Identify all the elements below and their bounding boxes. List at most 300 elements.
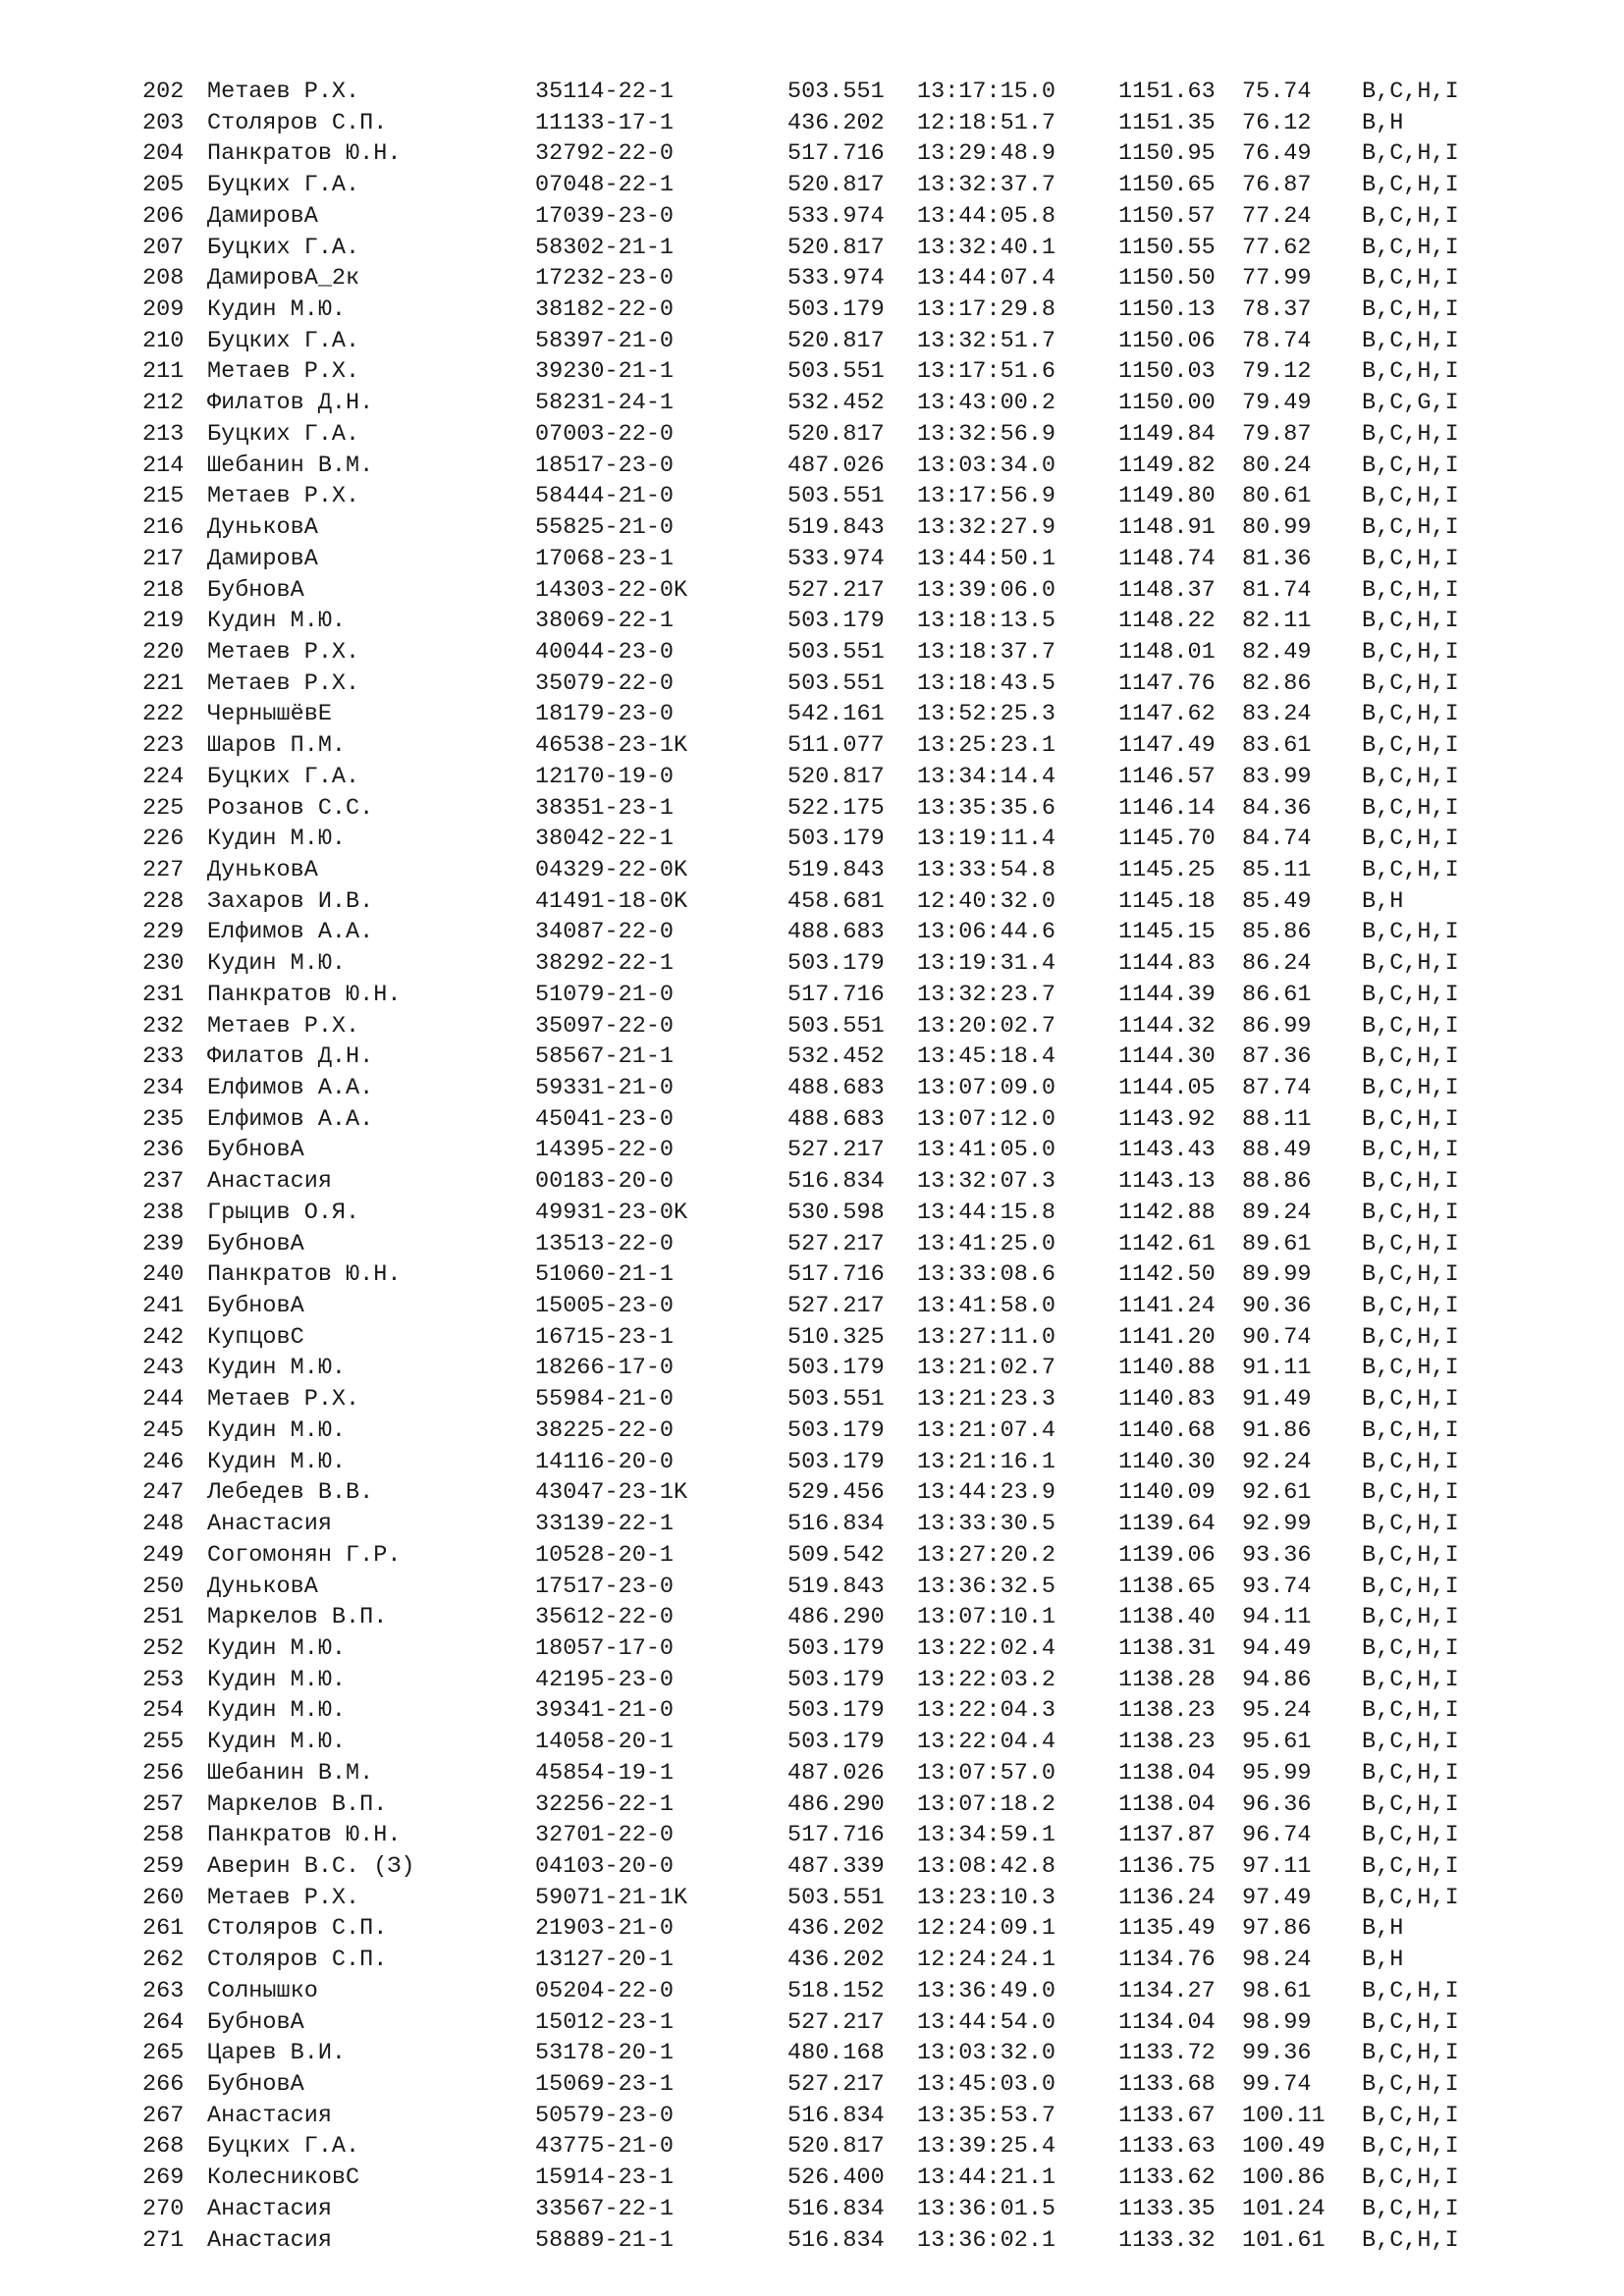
- row-number: 214: [142, 452, 185, 479]
- coefficient: 82.86: [1242, 669, 1312, 697]
- row-number: 242: [142, 1323, 185, 1351]
- classes: B,C,H,I: [1362, 2133, 1459, 2161]
- coefficient: 80.99: [1242, 514, 1312, 542]
- table-row: [142, 1509, 1517, 1540]
- table-row: [142, 108, 1517, 139]
- speed: 1146.14: [1118, 794, 1216, 822]
- ring-number: 35612-22-0: [535, 1604, 675, 1631]
- table-row: [142, 1384, 1517, 1415]
- table-row: [142, 233, 1517, 264]
- ring-number: 58444-21-0: [535, 483, 675, 510]
- distance: 520.817: [787, 327, 885, 354]
- row-number: 237: [142, 1168, 185, 1196]
- ring-number: 43775-21-0: [535, 2133, 675, 2161]
- coefficient: 77.24: [1242, 202, 1312, 230]
- coefficient: 83.99: [1242, 763, 1312, 790]
- coefficient: 81.36: [1242, 545, 1312, 572]
- table-row: [142, 1011, 1517, 1042]
- speed: 1138.40: [1118, 1604, 1216, 1631]
- coefficient: 79.87: [1242, 420, 1312, 448]
- distance: 487.026: [787, 1759, 885, 1787]
- participant-name: ДуньковА: [207, 856, 318, 883]
- coefficient: 78.37: [1242, 296, 1312, 324]
- row-number: 212: [142, 390, 185, 417]
- arrival-time: 13:36:32.5: [917, 1573, 1056, 1600]
- table-row: [142, 917, 1517, 948]
- row-number: 203: [142, 109, 185, 136]
- ring-number: 17068-23-1: [535, 545, 675, 572]
- coefficient: 94.86: [1242, 1666, 1312, 1693]
- classes: B,H: [1362, 887, 1404, 915]
- ring-number: 40044-23-0: [535, 638, 675, 666]
- row-number: 254: [142, 1697, 185, 1725]
- ring-number: 51060-21-1: [535, 1261, 675, 1289]
- speed: 1142.50: [1118, 1261, 1216, 1289]
- row-number: 210: [142, 327, 185, 354]
- classes: B,C,H,I: [1362, 2226, 1459, 2254]
- table-row: [142, 1913, 1517, 1945]
- arrival-time: 13:34:59.1: [917, 1822, 1056, 1849]
- table-row: [142, 606, 1517, 637]
- distance: 516.834: [787, 1511, 885, 1538]
- row-number: 211: [142, 358, 185, 386]
- row-number: 232: [142, 1012, 185, 1040]
- arrival-time: 13:22:02.4: [917, 1634, 1056, 1662]
- ring-number: 38292-22-1: [535, 950, 675, 978]
- speed: 1138.23: [1118, 1697, 1216, 1725]
- row-number: 215: [142, 483, 185, 510]
- coefficient: 86.61: [1242, 981, 1312, 1008]
- participant-name: БубновА: [207, 1293, 304, 1320]
- arrival-time: 13:33:54.8: [917, 856, 1056, 883]
- participant-name: Метаев Р.Х.: [207, 669, 360, 697]
- table-row: [142, 1633, 1517, 1665]
- distance: 503.551: [787, 79, 885, 105]
- ring-number: 35079-22-0: [535, 669, 675, 697]
- row-number: 247: [142, 1479, 185, 1507]
- table-row: [142, 2225, 1517, 2257]
- ring-number: 49931-23-0K: [535, 1199, 688, 1226]
- arrival-time: 13:29:48.9: [917, 140, 1056, 168]
- ring-number: 18517-23-0: [535, 452, 675, 479]
- classes: B,C,H,I: [1362, 576, 1459, 604]
- distance: 503.551: [787, 358, 885, 386]
- arrival-time: 13:44:54.0: [917, 2008, 1056, 2036]
- speed: 1142.88: [1118, 1199, 1216, 1226]
- distance: 511.077: [787, 732, 885, 760]
- distance: 520.817: [787, 172, 885, 199]
- ring-number: 04329-22-0K: [535, 856, 688, 883]
- ring-number: 07048-22-1: [535, 172, 675, 199]
- speed: 1149.82: [1118, 452, 1216, 479]
- arrival-time: 13:08:42.8: [917, 1852, 1056, 1880]
- coefficient: 101.61: [1242, 2226, 1326, 2254]
- distance: 503.179: [787, 1355, 885, 1382]
- arrival-time: 13:44:23.9: [917, 1479, 1056, 1507]
- speed: 1145.15: [1118, 919, 1216, 946]
- table-row: [142, 1758, 1517, 1789]
- classes: B,C,H,I: [1362, 826, 1459, 853]
- coefficient: 92.61: [1242, 1479, 1312, 1507]
- ring-number: 13513-22-0: [535, 1230, 675, 1257]
- classes: B,H: [1362, 1915, 1404, 1943]
- participant-name: Шебанин В.М.: [207, 1759, 374, 1787]
- speed: 1140.68: [1118, 1416, 1216, 1444]
- row-number: 271: [142, 2226, 185, 2254]
- arrival-time: 13:33:08.6: [917, 1261, 1056, 1289]
- classes: B,C,H,I: [1362, 296, 1459, 324]
- arrival-time: 13:07:57.0: [917, 1759, 1056, 1787]
- distance: 532.452: [787, 390, 885, 417]
- table-row: [142, 1851, 1517, 1883]
- classes: B,C,H,I: [1362, 950, 1459, 978]
- participant-name: БубновА: [207, 1230, 304, 1257]
- participant-name: Метаев Р.Х.: [207, 79, 360, 105]
- arrival-time: 13:22:04.4: [917, 1729, 1056, 1756]
- arrival-time: 13:06:44.6: [917, 919, 1056, 946]
- speed: 1150.50: [1118, 265, 1216, 293]
- coefficient: 76.49: [1242, 140, 1312, 168]
- classes: B,C,H,I: [1362, 2164, 1459, 2192]
- row-number: 238: [142, 1199, 185, 1226]
- participant-name: Лебедев В.В.: [207, 1479, 374, 1507]
- distance: 532.452: [787, 1043, 885, 1071]
- table-row: [142, 512, 1517, 544]
- ring-number: 34087-22-0: [535, 919, 675, 946]
- ring-number: 32792-22-0: [535, 140, 675, 168]
- table-row: [142, 1073, 1517, 1104]
- arrival-time: 13:45:18.4: [917, 1043, 1056, 1071]
- participant-name: Кудин М.Ю.: [207, 1416, 347, 1444]
- distance: 529.456: [787, 1479, 885, 1507]
- classes: B,C,H,I: [1362, 638, 1459, 666]
- participant-name: Кудин М.Ю.: [207, 1697, 347, 1725]
- distance: 527.217: [787, 576, 885, 604]
- participant-name: Анастасия: [207, 1511, 332, 1538]
- speed: 1133.32: [1118, 2226, 1216, 2254]
- table-row: [142, 824, 1517, 855]
- participant-name: Буцких Г.А.: [207, 234, 360, 261]
- distance: 503.179: [787, 1634, 885, 1662]
- table-row: [142, 1041, 1517, 1073]
- arrival-time: 13:43:00.2: [917, 390, 1056, 417]
- coefficient: 92.24: [1242, 1448, 1312, 1475]
- speed: 1143.92: [1118, 1105, 1216, 1133]
- ring-number: 04103-20-0: [535, 1852, 675, 1880]
- distance: 436.202: [787, 1947, 885, 1974]
- distance: 516.834: [787, 2226, 885, 2254]
- arrival-time: 13:44:15.8: [917, 1199, 1056, 1226]
- participant-name: БубновА: [207, 576, 304, 604]
- participant-name: Метаев Р.Х.: [207, 1386, 360, 1414]
- ring-number: 41491-18-0K: [535, 887, 688, 915]
- speed: 1141.24: [1118, 1293, 1216, 1320]
- coefficient: 81.74: [1242, 576, 1312, 604]
- distance: 516.834: [787, 2195, 885, 2222]
- participant-name: Филатов Д.Н.: [207, 1043, 374, 1071]
- table-row: [142, 1572, 1517, 1603]
- speed: 1138.31: [1118, 1634, 1216, 1662]
- row-number: 204: [142, 140, 185, 168]
- ring-number: 55984-21-0: [535, 1386, 675, 1414]
- speed: 1133.63: [1118, 2133, 1216, 2161]
- ring-number: 50579-23-0: [535, 2102, 675, 2129]
- row-number: 243: [142, 1355, 185, 1382]
- arrival-time: 13:17:29.8: [917, 296, 1056, 324]
- speed: 1150.57: [1118, 202, 1216, 230]
- ring-number: 18057-17-0: [535, 1634, 675, 1662]
- distance: 436.202: [787, 109, 885, 136]
- speed: 1134.04: [1118, 2008, 1216, 2036]
- speed: 1138.23: [1118, 1729, 1216, 1756]
- coefficient: 76.87: [1242, 172, 1312, 199]
- row-number: 207: [142, 234, 185, 261]
- arrival-time: 13:32:27.9: [917, 514, 1056, 542]
- ring-number: 11133-17-1: [535, 109, 675, 136]
- classes: B,C,H,I: [1362, 1293, 1459, 1320]
- coefficient: 94.49: [1242, 1634, 1312, 1662]
- classes: B,C,H,I: [1362, 701, 1459, 728]
- ring-number: 14303-22-0K: [535, 576, 688, 604]
- table-row: [142, 1727, 1517, 1758]
- classes: B,C,H,I: [1362, 420, 1459, 448]
- classes: B,C,H,I: [1362, 1105, 1459, 1133]
- table-row: [142, 201, 1517, 233]
- row-number: 263: [142, 1977, 185, 2004]
- table-row: [142, 263, 1517, 294]
- table-row: [142, 170, 1517, 201]
- coefficient: 80.61: [1242, 483, 1312, 510]
- arrival-time: 13:17:15.0: [917, 79, 1056, 105]
- speed: 1148.91: [1118, 514, 1216, 542]
- table-row: [142, 1820, 1517, 1851]
- classes: B,C,H,I: [1362, 1043, 1459, 1071]
- table-row: [142, 451, 1517, 482]
- ring-number: 17517-23-0: [535, 1573, 675, 1600]
- row-number: 261: [142, 1915, 185, 1943]
- arrival-time: 13:39:06.0: [917, 576, 1056, 604]
- coefficient: 93.74: [1242, 1573, 1312, 1600]
- coefficient: 97.49: [1242, 1884, 1312, 1911]
- table-row: [142, 980, 1517, 1011]
- row-number: 233: [142, 1043, 185, 1071]
- classes: B,C,H,I: [1362, 1697, 1459, 1725]
- distance: 486.290: [787, 1604, 885, 1631]
- classes: B,C,H,I: [1362, 1729, 1459, 1756]
- classes: B,C,H,I: [1362, 1012, 1459, 1040]
- classes: B,C,H,I: [1362, 1137, 1459, 1164]
- arrival-time: 13:03:32.0: [917, 2040, 1056, 2067]
- speed: 1133.67: [1118, 2102, 1216, 2129]
- coefficient: 91.49: [1242, 1386, 1312, 1414]
- participant-name: Метаев Р.Х.: [207, 483, 360, 510]
- classes: B,C,H,I: [1362, 856, 1459, 883]
- coefficient: 99.36: [1242, 2040, 1312, 2067]
- participant-name: ДуньковА: [207, 514, 318, 542]
- coefficient: 90.74: [1242, 1323, 1312, 1351]
- distance: 533.974: [787, 202, 885, 230]
- arrival-time: 13:44:07.4: [917, 265, 1056, 293]
- arrival-time: 13:18:13.5: [917, 608, 1056, 635]
- classes: B,C,G,I: [1362, 390, 1459, 417]
- distance: 527.217: [787, 1230, 885, 1257]
- coefficient: 95.61: [1242, 1729, 1312, 1756]
- row-number: 229: [142, 919, 185, 946]
- classes: B,C,H,I: [1362, 1386, 1459, 1414]
- coefficient: 97.86: [1242, 1915, 1312, 1943]
- table-row: [142, 1104, 1517, 1136]
- distance: 517.716: [787, 1822, 885, 1849]
- speed: 1147.76: [1118, 669, 1216, 697]
- ring-number: 33567-22-1: [535, 2195, 675, 2222]
- table-row: [142, 1447, 1517, 1478]
- row-number: 251: [142, 1604, 185, 1631]
- participant-name: БубновА: [207, 1137, 304, 1164]
- speed: 1137.87: [1118, 1822, 1216, 1849]
- coefficient: 93.36: [1242, 1541, 1312, 1569]
- row-number: 202: [142, 79, 185, 105]
- arrival-time: 13:18:43.5: [917, 669, 1056, 697]
- participant-name: Панкратов Ю.Н.: [207, 981, 402, 1008]
- arrival-time: 13:07:09.0: [917, 1075, 1056, 1101]
- arrival-time: 13:32:07.3: [917, 1168, 1056, 1196]
- distance: 503.179: [787, 1729, 885, 1756]
- participant-name: Кудин М.Ю.: [207, 1729, 347, 1756]
- speed: 1144.39: [1118, 981, 1216, 1008]
- participant-name: Столяров С.П.: [207, 109, 388, 136]
- table-row: [142, 637, 1517, 668]
- arrival-time: 13:41:05.0: [917, 1137, 1056, 1164]
- classes: B,C,H,I: [1362, 1416, 1459, 1444]
- classes: B,C,H,I: [1362, 1230, 1459, 1257]
- table-row: [142, 326, 1517, 357]
- ring-number: 17232-23-0: [535, 265, 675, 293]
- arrival-time: 13:20:02.7: [917, 1012, 1056, 1040]
- arrival-time: 13:32:37.7: [917, 172, 1056, 199]
- ring-number: 58302-21-1: [535, 234, 675, 261]
- arrival-time: 13:23:10.3: [917, 1884, 1056, 1911]
- participant-name: Буцких Г.А.: [207, 172, 360, 199]
- speed: 1140.88: [1118, 1355, 1216, 1382]
- participant-name: Маркелов В.П.: [207, 1790, 388, 1818]
- ring-number: 15914-23-1: [535, 2164, 675, 2192]
- results-list: [142, 77, 1517, 2256]
- arrival-time: 13:35:53.7: [917, 2102, 1056, 2129]
- table-row: [142, 1665, 1517, 1696]
- participant-name: ДамировА_2к: [207, 265, 360, 293]
- speed: 1151.35: [1118, 109, 1216, 136]
- participant-name: Царев В.И.: [207, 2040, 347, 2067]
- ring-number: 21903-21-0: [535, 1915, 675, 1943]
- participant-name: Анастасия: [207, 2195, 332, 2222]
- coefficient: 88.86: [1242, 1168, 1312, 1196]
- arrival-time: 13:27:20.2: [917, 1541, 1056, 1569]
- ring-number: 13127-20-1: [535, 1947, 675, 1974]
- participant-name: Кудин М.Ю.: [207, 826, 347, 853]
- row-number: 248: [142, 1511, 185, 1538]
- classes: B,C,H,I: [1362, 327, 1459, 354]
- classes: B,C,H,I: [1362, 202, 1459, 230]
- participant-name: Анастасия: [207, 2102, 332, 2129]
- arrival-time: 13:17:51.6: [917, 358, 1056, 386]
- row-number: 246: [142, 1448, 185, 1475]
- arrival-time: 13:32:40.1: [917, 234, 1056, 261]
- ring-number: 14116-20-0: [535, 1448, 675, 1475]
- participant-name: Буцких Г.А.: [207, 420, 360, 448]
- table-row: [142, 2163, 1517, 2194]
- classes: B,C,H,I: [1362, 545, 1459, 572]
- ring-number: 39341-21-0: [535, 1697, 675, 1725]
- classes: B,C,H,I: [1362, 763, 1459, 790]
- distance: 488.683: [787, 1075, 885, 1101]
- ring-number: 45854-19-1: [535, 1759, 675, 1787]
- distance: 436.202: [787, 1915, 885, 1943]
- arrival-time: 12:18:51.7: [917, 109, 1056, 136]
- classes: B,C,H,I: [1362, 140, 1459, 168]
- distance: 517.716: [787, 981, 885, 1008]
- classes: B,C,H,I: [1362, 1634, 1459, 1662]
- table-row: [142, 855, 1517, 886]
- ring-number: 38225-22-0: [535, 1416, 675, 1444]
- classes: B,C,H,I: [1362, 1323, 1459, 1351]
- ring-number: 17039-23-0: [535, 202, 675, 230]
- participant-name: Метаев Р.Х.: [207, 358, 360, 386]
- row-number: 255: [142, 1729, 185, 1756]
- arrival-time: 12:40:32.0: [917, 887, 1056, 915]
- ring-number: 38069-22-1: [535, 608, 675, 635]
- coefficient: 83.61: [1242, 732, 1312, 760]
- participant-name: Столяров С.П.: [207, 1915, 388, 1943]
- row-number: 252: [142, 1634, 185, 1662]
- speed: 1150.55: [1118, 234, 1216, 261]
- distance: 519.843: [787, 856, 885, 883]
- participant-name: ДуньковА: [207, 1573, 318, 1600]
- distance: 527.217: [787, 1137, 885, 1164]
- speed: 1143.43: [1118, 1137, 1216, 1164]
- participant-name: Елфимов А.А.: [207, 1105, 374, 1133]
- ring-number: 42195-23-0: [535, 1666, 675, 1693]
- table-row: [142, 388, 1517, 419]
- row-number: 249: [142, 1541, 185, 1569]
- ring-number: 58567-21-1: [535, 1043, 675, 1071]
- classes: B,C,H,I: [1362, 1822, 1459, 1849]
- speed: 1147.49: [1118, 732, 1216, 760]
- distance: 480.168: [787, 2040, 885, 2067]
- classes: B,C,H,I: [1362, 919, 1459, 946]
- coefficient: 91.86: [1242, 1416, 1312, 1444]
- table-row: [142, 1602, 1517, 1633]
- speed: 1146.57: [1118, 763, 1216, 790]
- classes: B,C,H,I: [1362, 1075, 1459, 1101]
- participant-name: Грыцив О.Я.: [207, 1199, 360, 1226]
- ring-number: 18179-23-0: [535, 701, 675, 728]
- coefficient: 80.24: [1242, 452, 1312, 479]
- speed: 1149.80: [1118, 483, 1216, 510]
- classes: B,C,H,I: [1362, 2195, 1459, 2222]
- participant-name: Метаев Р.Х.: [207, 1012, 360, 1040]
- arrival-time: 13:44:05.8: [917, 202, 1056, 230]
- distance: 487.339: [787, 1852, 885, 1880]
- row-number: 235: [142, 1105, 185, 1133]
- participant-name: Панкратов Ю.Н.: [207, 140, 402, 168]
- coefficient: 90.36: [1242, 1293, 1312, 1320]
- distance: 519.843: [787, 514, 885, 542]
- coefficient: 87.74: [1242, 1075, 1312, 1101]
- ring-number: 35114-22-1: [535, 79, 675, 105]
- participant-name: Маркелов В.П.: [207, 1604, 388, 1631]
- classes: B,C,H,I: [1362, 1759, 1459, 1787]
- classes: B,C,H,I: [1362, 1666, 1459, 1693]
